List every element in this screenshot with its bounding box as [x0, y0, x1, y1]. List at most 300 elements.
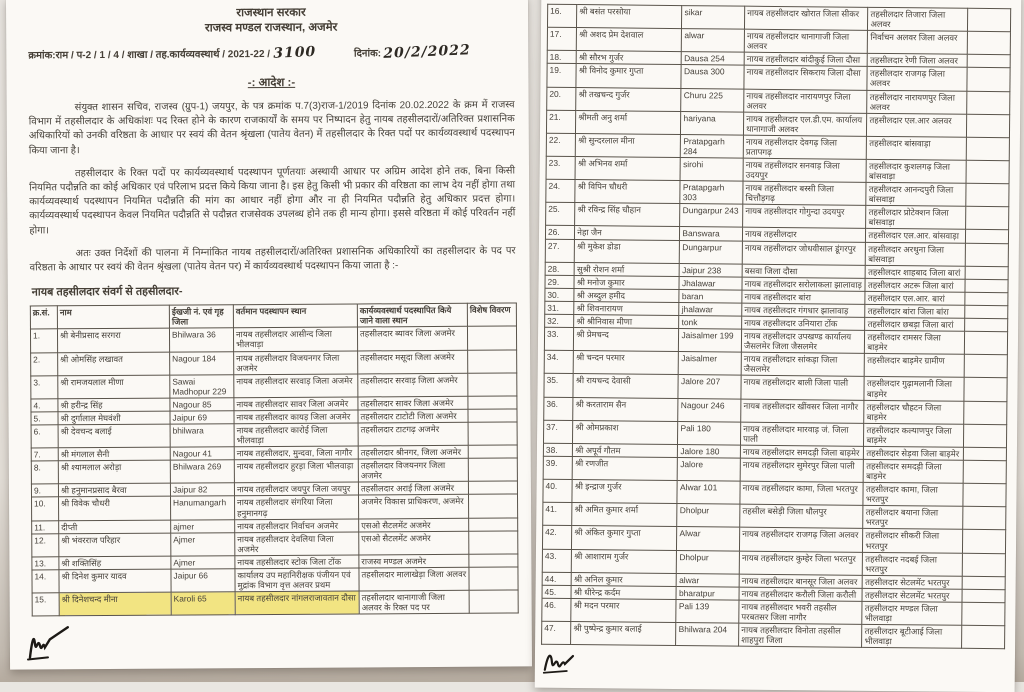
cell: नायब तहसीलदार करौली जिला करौली	[739, 587, 862, 601]
cell	[469, 518, 518, 531]
cell	[963, 424, 1007, 448]
cell: Dausa 254	[682, 52, 745, 66]
paragraph-3: अतः उक्त निर्देशों की पालना में निम्नांकित नायब तहसीलदारों/अतिरिक्त प्रशासनिक अधिकारियों का तहसीलदार के पद पर वरिष्ठता के आधार पर स्वयं की वेतन श्रृंखला (पातेय वेतन पर) में कार्यव्यवस्थार्थ पदस्थापन किया जाता है :-	[29, 245, 516, 274]
cell: श्री सुन्दरलाल मीना	[576, 133, 681, 157]
cell	[964, 305, 1008, 318]
table-row	[31, 373, 517, 399]
cell: नायब तहसीलदार सिकराय जिला दौसा	[744, 66, 868, 90]
cell: तहसीलदार राजगढ़ जिला अलवर	[867, 67, 966, 91]
cell: नायब तहसीलदार बाली जिला पाली	[741, 376, 865, 400]
order-heading: -: आदेश :-	[247, 76, 296, 90]
cell: अजमेर विकास प्राधिकरण, अजमेर	[359, 495, 469, 519]
cell: नायब तहसीलदार देवलिया जिला अजमेर	[235, 532, 359, 556]
cell	[467, 326, 516, 349]
cell: तहसीलदार बांरा जिला बांरा	[865, 304, 964, 318]
table-row	[31, 422, 517, 448]
cell: श्री शक्तिसिंह	[59, 556, 171, 570]
section-heading: नायब तहसीलदार संवर्ग से तहसीलदार-	[31, 285, 183, 299]
cell: श्री हरीन्द्र सिंह	[58, 398, 170, 412]
cell	[468, 373, 517, 396]
column-header: कार्यव्यवस्थार्थ पदस्थापित किये जाने वाला स्थान	[357, 304, 467, 328]
cell: तहसीलदार अरथुना जिला बांसवाड़ा	[866, 242, 965, 266]
cell: 24.	[546, 179, 576, 202]
cell: ajmer	[171, 519, 235, 532]
cell	[963, 401, 1007, 425]
cell: नायब तहसीलदार	[743, 228, 866, 242]
cell: तहसील बसेड़ी जिला धौलपुर	[740, 504, 864, 528]
cell	[967, 55, 1011, 68]
cell: 34.	[544, 351, 574, 374]
cell: श्री अनिल कुमार	[571, 572, 676, 586]
cell: तहसीलदार सेटलमेंट भरतपुर	[863, 575, 962, 589]
cell: Sawai Madhopur 229	[170, 374, 234, 398]
cell: नायब तहसीलदार गोगुन्दा उदयपुर	[743, 204, 867, 228]
department-title: राजस्व मण्डल राजस्थान, अजमेर	[204, 21, 338, 35]
cell: नायब तहसीलदार सनवाड़ जिला उदयपुर	[743, 158, 867, 182]
cell: alwar	[677, 573, 740, 587]
cell: 29.	[545, 275, 574, 288]
cell	[961, 625, 1005, 649]
cell: bhilwara	[170, 424, 234, 448]
cell: alwar	[682, 29, 745, 53]
cell: तहसीलदार थानागाजी जिला अलवर के रिक्त पद पर	[359, 590, 469, 614]
cell: श्री मनोज कुमार	[574, 275, 679, 289]
cell: दीप्ती	[59, 520, 171, 534]
signature-mark	[26, 623, 78, 663]
cell: Pali 180	[678, 421, 741, 445]
cell: श्री मंगलाल सैनी	[58, 447, 170, 461]
cell: तहसीलदार सेड़वा जिला बाड़मेर	[864, 446, 963, 460]
cell: बसवा जिला दौसा	[742, 264, 865, 278]
cell: श्री दुर्गालाल मेघवंशी	[58, 411, 170, 425]
cell: 19.	[547, 64, 577, 87]
cell	[468, 350, 517, 373]
cell: श्री दिनेश कुमार यादव	[59, 569, 171, 593]
cell: तहसीलदार एल.आर. बारां	[865, 291, 964, 305]
cell: 30.	[545, 288, 574, 301]
cell: Jalore 207	[678, 375, 741, 399]
cell: 12.	[32, 534, 59, 557]
cell: 4.	[31, 399, 58, 412]
cell: एसओ सैटलमेंट अजमेर	[359, 531, 469, 555]
cell: श्री रामजयलाल मीणा	[58, 375, 170, 399]
cell: Pratapgarh 284	[681, 134, 744, 158]
cell: 7.	[31, 448, 58, 461]
table-row	[32, 531, 518, 557]
cell: नायब तहसीलदार नारायणपुर जिला अलवर	[744, 89, 868, 113]
cell: श्री विनोद कुमार गुप्ता	[576, 64, 681, 88]
cell: 22.	[546, 133, 576, 156]
cell	[963, 378, 1007, 402]
cell	[468, 422, 517, 445]
cell	[468, 445, 517, 458]
cell: तहसीलदार ब्यावर जिला अजमेर	[357, 327, 467, 351]
cell: नायब तहसीलदार सांकड़ा जिला जैसलमेर	[741, 352, 865, 376]
cell: तहसीलदार कुशलगढ़ जिला बांसवाड़ा	[866, 159, 965, 183]
table-row	[30, 326, 516, 352]
cell: श्री पुष्पेन्द्र कुमार बलाई	[571, 622, 676, 646]
cell: नायब तहसीलदार बांदीकुई जिला दौसा	[744, 52, 867, 66]
cell: श्री दिनेशचन्द मीना	[59, 592, 171, 616]
cell: 2.	[31, 352, 58, 375]
document-page-1	[6, 0, 532, 670]
posting-table-page2	[541, 4, 1011, 650]
cell: नायब तहसीलदार कुम्हेर जिला भरतपुर	[739, 551, 863, 575]
handwritten-order-number: 3100	[272, 43, 317, 62]
cell: Ajmer	[171, 532, 235, 556]
cell: श्री तखचन्द गुर्जर	[576, 87, 681, 111]
handwritten-date: 20/2/2022	[382, 42, 471, 62]
cell: Nagour 85	[170, 398, 234, 411]
cell	[469, 567, 518, 590]
cell: नायब तहसीलदार कारोई जिला भीलवाड़ा	[234, 423, 358, 447]
cell: Dholpur	[677, 504, 740, 528]
cell	[966, 68, 1010, 92]
cell: श्री विवेक चौधरी	[59, 497, 171, 521]
paragraph-1: संयुक्त शासन सचिव, राजस्व (ग्रुप-1) जयपुर, के पत्र क्रमांक प.7(3)राज-1/2019 दिनांक 20.02.2022 के क्रम में राजस्व विभाग में तहसीलदार के अधिकांशः पद रिक्त होने के कारण राजकार्यों के समय पर निष्पादन हेतु नायब तहसीलदारों/अतिरिक्त प्रशासनिक अधिकारियों को उनकी वरिष्ठता के आधार पर स्वयं की वेतन श्रृंखला (पातेय वेतन) में तहसीलदार के रिक्त पदों पर कार्यव्यवस्थार्थ पदस्थापन किया जाना है।	[28, 99, 515, 157]
cell: तहसीलदार बूटीआई जिला भीलवाड़ा	[862, 624, 961, 648]
cell: Nagour 41	[170, 447, 234, 460]
cell: तहसीलदार विजयनगर जिला अजमेर	[358, 459, 468, 483]
order-number-label: क्रमांक:राम / प-2 / 1 / 4 / शाखा / तह.कार्यव्यवस्थार्थ / 2021-22 /	[28, 48, 271, 62]
cell: 27.	[545, 239, 575, 262]
cell: नायब तहसीलदार उनियारा टोंक	[742, 316, 865, 330]
cell: 13.	[32, 557, 59, 570]
cell: तहसीलदार चौहटन जिला बाड़मेर	[864, 400, 963, 424]
cell	[468, 409, 517, 422]
cell: तहसीलदार तिजारा जिला अलवर	[868, 7, 967, 31]
cell: तहसीलदार नारायणपुर जिला अलवर	[867, 90, 966, 114]
cell	[964, 355, 1008, 379]
cell: नायब तहसीलदार बांरा	[742, 290, 865, 304]
cell	[469, 554, 518, 567]
cell: श्री प्रेमचन्द	[574, 328, 679, 352]
cell: तहसीलदार कामा, जिला भरतपुर	[863, 482, 962, 506]
cell: 18.	[547, 51, 576, 64]
cell	[966, 160, 1010, 184]
cell: तहसीलदार नदबई जिला भरतपुर	[863, 552, 962, 576]
cell: श्री बेनीप्रसाद सरगरा	[57, 328, 169, 352]
cell: Karoli 65	[171, 592, 235, 616]
cell: Pali 139	[676, 599, 739, 623]
cell: तहसीलदार सरवाड़ जिला अजमेर	[358, 373, 468, 397]
cell: तहसीलदार मालाखेड़ा जिला अलवर	[359, 567, 469, 591]
cell: Jalore 180	[678, 444, 741, 458]
cell: 45.	[542, 585, 571, 598]
cell: sirohi	[680, 158, 743, 182]
table-row	[31, 350, 517, 376]
cell	[469, 590, 518, 613]
cell: नायब तहसीलदार जोधवीसाल डूंगरपुर	[742, 241, 866, 265]
cell: 28.	[545, 262, 574, 275]
cell: 11.	[32, 520, 59, 533]
cell: नेहा जैन	[575, 226, 680, 240]
table-row	[32, 494, 518, 520]
cell: 37.	[543, 420, 573, 443]
cell: एसओ सैटलमेंट अजमेर	[359, 518, 469, 532]
cell	[966, 114, 1010, 138]
cell: तहसीलदार एल.आर. बांसवाड़ा	[866, 229, 965, 243]
cell: 47.	[542, 621, 572, 644]
cell: baran	[679, 289, 742, 303]
cell: नायब तहसीलदार देवगढ़ जिला प्रतापगढ़	[743, 135, 867, 159]
cell: नायब तहसीलदार थानागाजी जिला अलवर	[744, 29, 868, 53]
cell: श्री रविन्द्र सिंह चौहान	[575, 203, 680, 227]
cell: तहसीलदार समदड़ी जिला बाड़मेर	[864, 459, 963, 483]
cell: 43.	[542, 549, 572, 572]
cell: 3.	[31, 375, 58, 398]
table-row	[32, 590, 518, 616]
cell: श्री मुकेश डोडा	[575, 239, 680, 263]
cell	[967, 31, 1011, 55]
cell: 15.	[32, 593, 59, 616]
cell	[965, 207, 1009, 231]
column-header: क्र.सं.	[30, 306, 57, 329]
cell	[962, 483, 1006, 507]
cell: तहसीलदार रामसर जिला बाड़मेर	[865, 330, 964, 354]
cell: Dausa 300	[681, 65, 744, 89]
cell: नायब तहसीलदार बानसूर जिला अलवर	[739, 574, 862, 588]
cell: Jaisalmer	[679, 352, 742, 376]
cell: नायब तहसीलदार सुमेरपुर जिला पाली	[740, 458, 864, 482]
cell: 8.	[31, 461, 58, 484]
cell	[962, 530, 1006, 554]
cell	[963, 447, 1007, 460]
cell: Ajmer	[171, 556, 235, 569]
cell: नायब तहसीलदार सरोलाकला झालावाड़	[742, 277, 865, 291]
cell: नायब तहसीलदार गंगधार झालावाड़	[742, 303, 865, 317]
cell	[965, 230, 1009, 243]
cell: तहसीलदार बांसवाड़ा	[867, 136, 966, 160]
cell: श्री चन्दन परमार	[573, 351, 678, 375]
cell	[961, 589, 1005, 602]
cell: नायब तहसीलदार बस्सी जिला चित्तौड़गढ़	[743, 181, 867, 205]
cell: 31.	[545, 301, 574, 314]
cell: नायब तहसीलदार उपखण्ड कार्यालय जैसलमेर जिला जैसलमेर	[741, 329, 865, 353]
cell: तहसीलदार श्रीनगर, जिला अजमेर	[358, 445, 468, 459]
cell: hariyana	[681, 111, 744, 135]
cell: 6.	[31, 425, 58, 448]
cell: नायब तहसीलदार आसीन्द जिला भीलवाड़ा	[233, 327, 357, 351]
date-label: दिनांक:	[353, 48, 382, 60]
cell: 14.	[32, 570, 59, 593]
cell: 42.	[542, 526, 572, 549]
posting-table-page1	[30, 303, 519, 617]
cell	[468, 494, 517, 517]
header-row	[30, 303, 516, 329]
cell: नायब तहसीलदार समदड़ी जिला बाड़मेर	[740, 445, 863, 459]
cell: 17.	[547, 27, 577, 50]
cell: राजस्व मण्डल अजमेर	[359, 554, 469, 568]
cell: sikar	[682, 6, 745, 30]
cell	[962, 507, 1006, 531]
cell: 20.	[547, 87, 577, 110]
cell: तहसीलदार रेणी जिला अलवर	[868, 54, 967, 68]
signature-mark	[541, 646, 587, 678]
cell: तहसीलदार बयाना जिला भरतपुर	[863, 506, 962, 530]
cell: नायब तहसीलदार खोरात जिला सीकर	[745, 6, 869, 30]
cell: तहसीलदार आनन्दपुरी जिला बांसवाड़ा	[866, 183, 965, 207]
cell: तहसीलदार प्रोटेक्शन जिला बांसवाड़ा	[866, 206, 965, 230]
cell: श्री अब्दुल हमीद	[574, 288, 679, 302]
cell: श्री रायचन्द देवासी	[573, 374, 678, 398]
cell: 26.	[545, 226, 574, 239]
cell	[468, 458, 517, 481]
cell: Hanumangarh	[171, 496, 235, 520]
cell: नायब तहसीलदार हुरड़ा जिला भीलवाड़ा	[234, 459, 358, 483]
cell: 46.	[542, 598, 572, 621]
cell: 39.	[543, 456, 573, 479]
cell: तहसीलदार टाटगढ़ अजमेर	[358, 422, 468, 446]
cell: नायब तहसीलदार भवरी तहसील परबतसर जिला नागौर	[739, 600, 863, 624]
cell: Nagour 246	[678, 398, 741, 422]
cell: तहसीलदार गुढ़ामलानी जिला बाड़मेर	[864, 377, 963, 401]
cell: श्री अमित कुमार शर्मा	[572, 503, 677, 527]
cell: Jaipur 238	[680, 263, 743, 277]
cell	[965, 243, 1009, 267]
cell: श्री देवचन्द बलाई	[58, 424, 170, 448]
cell: Churu 225	[681, 88, 744, 112]
cell: नायब तहसीलदार मारवाड़ जं. जिला पाली	[741, 422, 865, 446]
cell: निर्वाचन अलवर जिला अलवर	[868, 31, 967, 55]
cell: Alwar	[677, 527, 740, 551]
cell: श्री हनुमानप्रसाद बैरवा	[58, 484, 170, 498]
cell: श्री बसंत परसोया	[577, 5, 682, 29]
cell: श्री अपूर्व गौतम	[573, 443, 678, 457]
cell: नायब तहसीलदार, मुन्दवा, जिला नागौर	[234, 446, 358, 460]
cell: नायब तहसीलदार सावर जिला अजमेर	[234, 397, 358, 411]
cell: bharatpur	[676, 586, 739, 600]
cell: tonk	[679, 316, 742, 330]
cell: नायब तहसीलदार कायड़ जिला अजमेर	[234, 410, 358, 424]
cell: नायब तहसीलदार संगरिया जिला हनुमानगढ़	[235, 495, 359, 519]
cell: श्रीमती अनु शर्मा	[576, 110, 681, 134]
cell: तहसीलदार मण्डल जिला भीलवाड़ा	[862, 601, 961, 625]
cell: 16.	[547, 4, 577, 27]
cell: नायब तहसीलदार एल.डी.एम. कार्यालय थानागाजी अलवर	[744, 112, 868, 136]
cell: 25.	[546, 203, 576, 226]
cell	[961, 602, 1005, 626]
cell: नायब तहसीलदार खींवसर जिला नागौर	[741, 399, 865, 423]
cell: Bhilwara 269	[170, 460, 234, 484]
cell: तहसीलदार सावर जिला अजमेर	[358, 396, 468, 410]
cell: 35.	[544, 374, 574, 397]
cell: श्री धीरेन्द्र कर्दम	[571, 585, 676, 599]
cell: तहसीलदार अराई जिला अजमेर	[358, 482, 468, 496]
cell: Jaisalmer 199	[679, 329, 742, 353]
cell: 38.	[543, 443, 572, 456]
cell: Nagour 184	[170, 351, 234, 375]
cell: नायब तहसीलदार नांगलराजावतान दौसा	[235, 591, 359, 615]
cell: श्री करताराम सैन	[573, 397, 678, 421]
reference-line	[28, 43, 514, 62]
cell: श्री मदन परमार	[571, 598, 676, 622]
cell: कार्यालय उप महानिरीक्षक पंजीयन एवं मुद्रांक विभाग वृत्त अलवर प्रथम	[235, 568, 359, 592]
cell: jhalawar	[679, 303, 742, 317]
cell	[964, 279, 1008, 292]
cell	[964, 318, 1008, 331]
cell	[962, 576, 1006, 589]
cell: Jaipur 69	[170, 411, 234, 424]
cell: Jalore	[678, 458, 741, 482]
cell: श्री विपिन चौधरी	[575, 180, 680, 204]
cell: Pratapgarh 303	[680, 181, 743, 205]
cell: Bhilwara 36	[169, 328, 233, 352]
cell: Alwar 101	[677, 481, 740, 505]
cell	[965, 183, 1009, 207]
cell: तहसीलदार शाहबाद जिला बारां	[866, 265, 965, 279]
cell	[964, 292, 1008, 305]
cell: तहसीलदार अटरू जिला बारां	[865, 278, 964, 292]
cell: श्री अशद प्रेम देशवाल	[577, 28, 682, 52]
cell: Jaipur 66	[171, 569, 235, 593]
cell: तहसीलदार छबड़ा जिला बारां	[865, 317, 964, 331]
cell: Jhalawar	[679, 276, 742, 290]
table-row	[32, 567, 518, 593]
cell: तहसीलदार टाटोटी जिला अजमेर	[358, 409, 468, 423]
cell: नायब तहसीलदार सरवाड़ जिला अजमेर	[234, 374, 358, 398]
cell: नायब तहसीलदार कामा, जिला भरतपुर	[740, 481, 864, 505]
cell: 1.	[30, 329, 57, 352]
cell: श्री सौरभ गुर्जर	[576, 51, 681, 65]
cell: श्री श्यामलाल अरोड़ा	[58, 460, 170, 484]
cell: 9.	[31, 484, 58, 497]
cell	[963, 460, 1007, 484]
cell: नायब तहसीलदार विजयनगर जिला अजमेर	[234, 351, 358, 375]
cell	[469, 531, 518, 554]
cell: तहसीलदार सेटलमेंट भरतपुर	[862, 588, 961, 602]
column-header: वर्तमान पदस्थापन स्थान	[233, 304, 357, 328]
cell: नायब तहसीलदार राजगढ़ जिला अलवर	[740, 528, 864, 552]
column-header: नाम	[57, 305, 169, 329]
cell: 23.	[546, 156, 576, 179]
cell: श्री अंकित कुमार गुप्ता	[572, 526, 677, 550]
cell	[966, 137, 1010, 161]
cell: नायब तहसीलदार स्टोक जिला टोंक	[235, 555, 359, 569]
cell: श्री इन्द्राज गुर्जर	[572, 480, 677, 504]
cell: श्री भंवरराज परिहार	[59, 533, 171, 557]
cell: श्री आशाराम गुर्जर	[572, 549, 677, 573]
cell: नायब तहसीलदार विनोता तहसील शाहपुरा जिला	[739, 623, 863, 647]
cell: 40.	[543, 479, 573, 502]
cell: 5.	[31, 412, 58, 425]
cell: श्री ओमप्रकाश	[573, 420, 678, 444]
cell: 44.	[542, 572, 571, 585]
cell: नायब तहसीलदार निर्वाचन अजमेर	[235, 519, 359, 533]
cell	[962, 553, 1006, 577]
cell	[966, 91, 1010, 115]
cell: श्री रणजीत	[572, 457, 677, 481]
cell: 36.	[544, 397, 574, 420]
cell: 41.	[543, 503, 573, 526]
paragraph-2: तहसीलदार के रिक्त पदों पर कार्यव्यवस्थार्थ पदस्थापन पूर्णतयाः अस्थायी आधार पर अग्रिम आदेश होने तक, बिना किसी नियमित पदौन्नति का कोई अधिकार एवं परिलाभ प्रदत्त किये किया जाना है। इस हेतु किसी भी प्रकार की वरिष्ठता का लाभ देय नहीं होगा तथा कार्यव्यवस्थार्थ पदस्थापन नियमित पदौन्नति की मांग का आधार नहीं होगा और ना ही नियमित पदौन्नति हेतु अधिकार प्रदत्त होगा। कार्यव्यवस्थार्थ पदस्थापन केवल नियमित पदौन्नति से पदौन्नत राजसेवक उपलब्ध होने तक ही मान्य होगा। इससे वरिष्ठता में कोई परिवर्तन नहीं होगा।	[29, 165, 516, 237]
cell	[468, 396, 517, 409]
cell: 10.	[32, 497, 59, 520]
cell: श्री श्रीनिवास मीणा	[574, 315, 679, 329]
table-row	[542, 621, 1005, 649]
cell	[967, 8, 1011, 32]
cell	[965, 266, 1009, 279]
cell: 32.	[545, 314, 574, 327]
government-title: राजस्थान सरकार	[236, 6, 306, 20]
cell: श्री अभिनव शर्मा	[575, 157, 680, 181]
document-page-2	[535, 0, 1022, 692]
cell: Dholpur	[677, 550, 740, 574]
cell: तहसीलदार मसूदा जिला अजमेर	[358, 350, 468, 374]
cell: तहसीलदार सीकरी जिला भरतपुर	[863, 529, 962, 553]
cell: तहसीलदार एल.आर अलवर	[867, 113, 966, 137]
cell: Banswara	[680, 227, 743, 241]
